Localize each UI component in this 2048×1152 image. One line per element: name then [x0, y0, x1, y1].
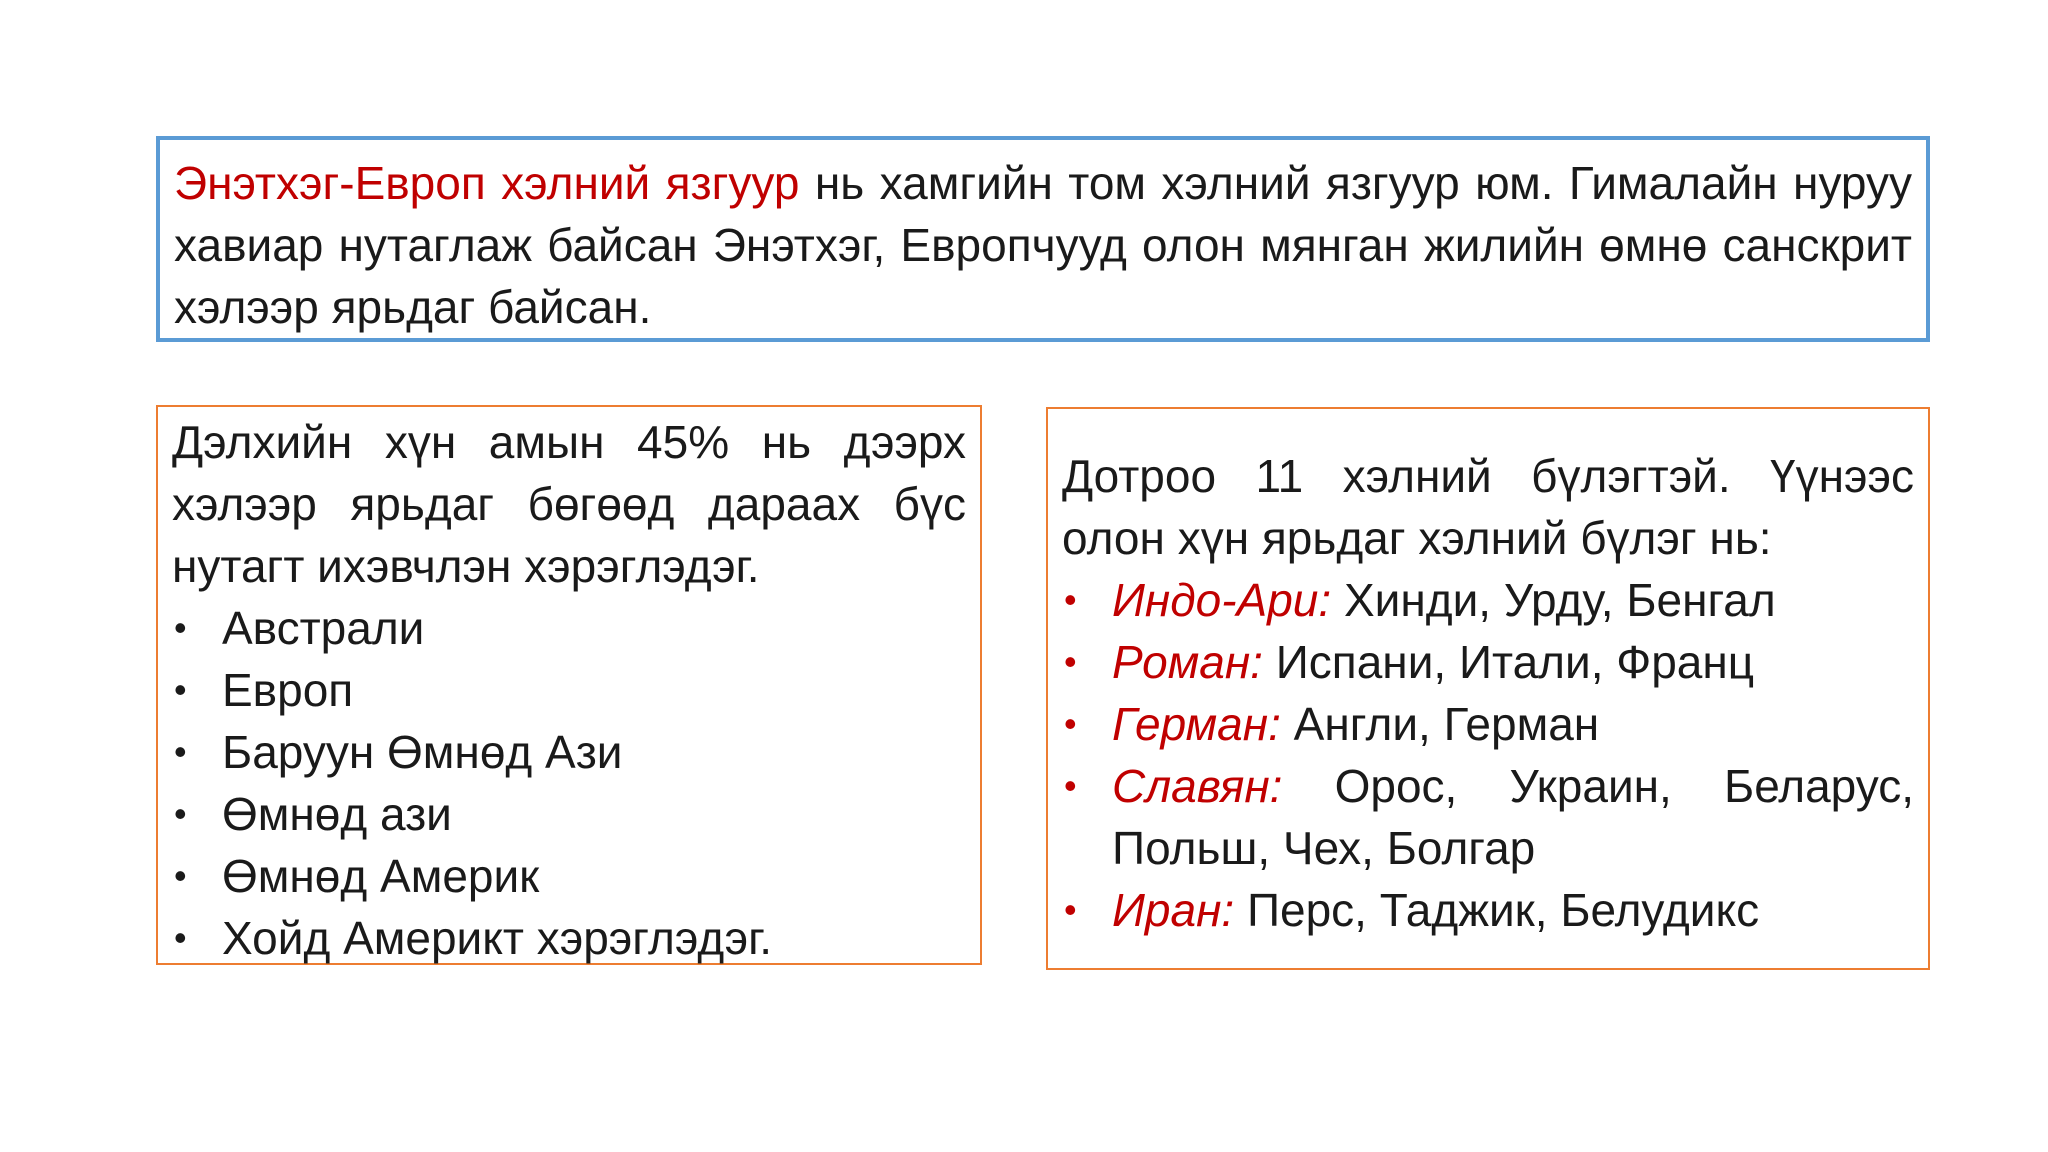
group-languages: Перс, Таджик, Белудикс: [1234, 884, 1760, 936]
bullet-icon: •: [174, 607, 187, 648]
list-item: [172, 597, 966, 659]
bullet-icon: •: [1064, 641, 1077, 682]
list-item: [1062, 631, 1914, 693]
list-item: [172, 845, 966, 907]
list-item: [172, 907, 966, 969]
intro-text-box: [156, 136, 1930, 342]
intro-paragraph: [174, 152, 1912, 338]
group-name: Индо-Ари:: [1112, 574, 1332, 626]
regions-box: [156, 405, 982, 965]
list-item: [1062, 879, 1914, 941]
list-item: [1062, 693, 1914, 755]
group-name: Иран:: [1112, 884, 1235, 936]
bullet-icon: •: [1064, 889, 1077, 930]
list-item: [172, 721, 966, 783]
group-languages: Испани, Итали, Франц: [1262, 636, 1755, 688]
bullet-icon: •: [174, 669, 187, 710]
bullet-icon: •: [174, 793, 187, 834]
list-item: [1062, 569, 1914, 631]
group-languages: Англи, Герман: [1280, 698, 1600, 750]
region-name: Европ: [222, 664, 354, 716]
list-item: [172, 659, 966, 721]
groups-paragraph: Дотроо 11 хэлний бүлэгтэй. Үүнээс олон хүн ярьдаг хэлний бүлэг нь:: [1062, 450, 1914, 564]
region-name: Өмнөд ази: [222, 788, 452, 840]
group-name: Роман:: [1112, 636, 1263, 688]
group-languages: Орос, Украин, Беларус, Польш, Чех, Болгар: [1112, 760, 1914, 874]
group-name: Герман:: [1112, 698, 1281, 750]
intro-rest: нь хамгийн том хэлний язгуур юм. Гималайн нуруу хавиар нутаглаж байсан Энэтхэг, Европчууд олон мянган жилийн өмнө санскрит хэлээр ярьдаг байсан.: [174, 157, 1913, 333]
group-languages: Хинди, Урду, Бенгал: [1331, 574, 1776, 626]
region-name: Австрали: [222, 602, 425, 654]
region-name: Баруун Өмнөд Ази: [222, 726, 623, 778]
language-groups-list: [1062, 569, 1914, 941]
region-name: Хойд Америкт хэрэглэдэг.: [222, 912, 773, 964]
region-name: Өмнөд Америк: [222, 850, 540, 902]
bullet-icon: •: [1064, 579, 1077, 620]
bullet-icon: •: [1064, 765, 1077, 806]
bullet-icon: •: [174, 731, 187, 772]
group-name: Славян:: [1112, 760, 1283, 812]
bullet-icon: •: [1064, 703, 1077, 744]
language-groups-box: [1046, 407, 1930, 970]
bullet-icon: •: [174, 855, 187, 896]
list-item: [1062, 755, 1914, 879]
intro-highlight: Энэтхэг-Европ хэлний язгуур: [174, 157, 800, 209]
list-item: [172, 783, 966, 845]
regions-paragraph: Дэлхийн хүн амын 45% нь дээрх хэлээр ярьдаг бөгөөд дараах бүс нутагт ихэвчлэн хэрэглэдэг.: [172, 416, 966, 592]
regions-list: [172, 597, 966, 969]
bullet-icon: •: [174, 917, 187, 958]
